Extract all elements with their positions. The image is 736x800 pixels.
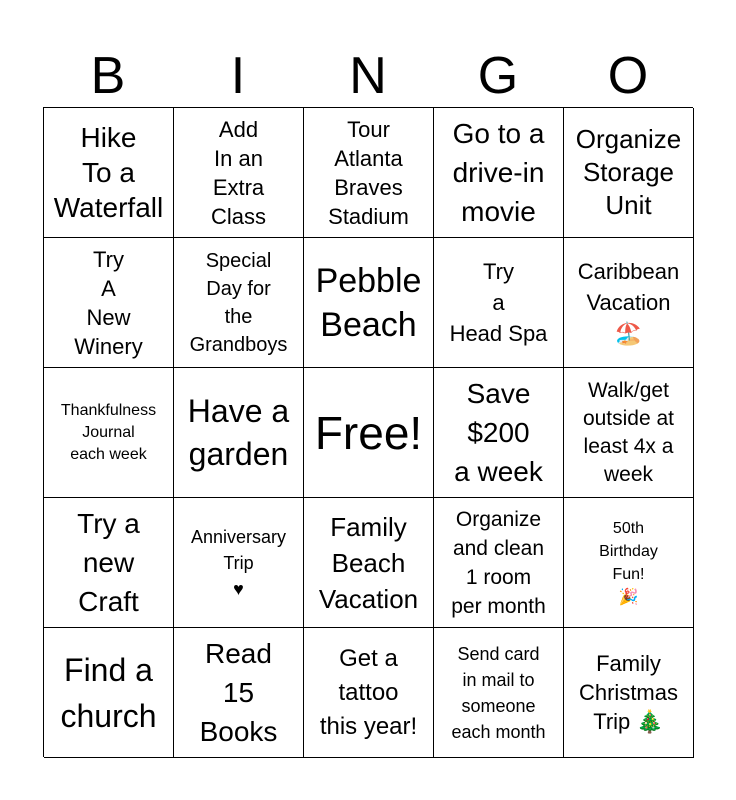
bingo-cell-r3-c4: Save $200 a week <box>434 368 564 498</box>
bingo-cell-r2-c3: Pebble Beach <box>304 238 434 368</box>
bingo-cell-r3-c5: Walk/get outside at least 4x a week <box>564 368 694 498</box>
bingo-header <box>43 46 693 106</box>
bingo-cell-r2-c2: Special Day for the Grandboys <box>174 238 304 368</box>
header-letter-b: B <box>90 47 126 105</box>
bingo-cell-r4-c5: 50th Birthday Fun! 🎉 <box>564 498 694 628</box>
bingo-grid <box>43 107 693 757</box>
bingo-cell-r5-c4: Send card in mail to someone each month <box>434 628 564 758</box>
bingo-cell-r2-c1: Try A New Winery <box>44 238 174 368</box>
header-letter-i: I <box>230 47 246 105</box>
bingo-cell-r5-c3: Get a tattoo this year! <box>304 628 434 758</box>
header-letter-g: G <box>477 47 519 105</box>
bingo-cell-r5-c1: Find a church <box>44 628 174 758</box>
bingo-cell-r1-c3: Tour Atlanta Braves Stadium <box>304 108 434 238</box>
bingo-cell-r3-c2: Have a garden <box>174 368 304 498</box>
bingo-cell-r1-c4: Go to a drive-in movie <box>434 108 564 238</box>
bingo-cell-r1-c5: Organize Storage Unit <box>564 108 694 238</box>
bingo-cell-r1-c2: Add In an Extra Class <box>174 108 304 238</box>
header-letter-o: O <box>607 47 649 105</box>
bingo-cell-r1-c1: Hike To a Waterfall <box>44 108 174 238</box>
bingo-cell-r3-c1: Thankfulness Journal each week <box>44 368 174 498</box>
bingo-cell-r4-c1: Try a new Craft <box>44 498 174 628</box>
bingo-cell-r5-c5: Family Christmas Trip 🎄 <box>564 628 694 758</box>
bingo-cell-r4-c4: Organize and clean 1 room per month <box>434 498 564 628</box>
bingo-cell-r4-c3: Family Beach Vacation <box>304 498 434 628</box>
bingo-cell-r2-c4: Try a Head Spa <box>434 238 564 368</box>
bingo-cell-r3-c3-free: Free! <box>304 368 434 498</box>
bingo-cell-r2-c5: Caribbean Vacation 🏖️ <box>564 238 694 368</box>
header-letter-n: N <box>349 47 387 105</box>
bingo-cell-r4-c2: Anniversary Trip ♥ <box>174 498 304 628</box>
bingo-cell-r5-c2: Read 15 Books <box>174 628 304 758</box>
